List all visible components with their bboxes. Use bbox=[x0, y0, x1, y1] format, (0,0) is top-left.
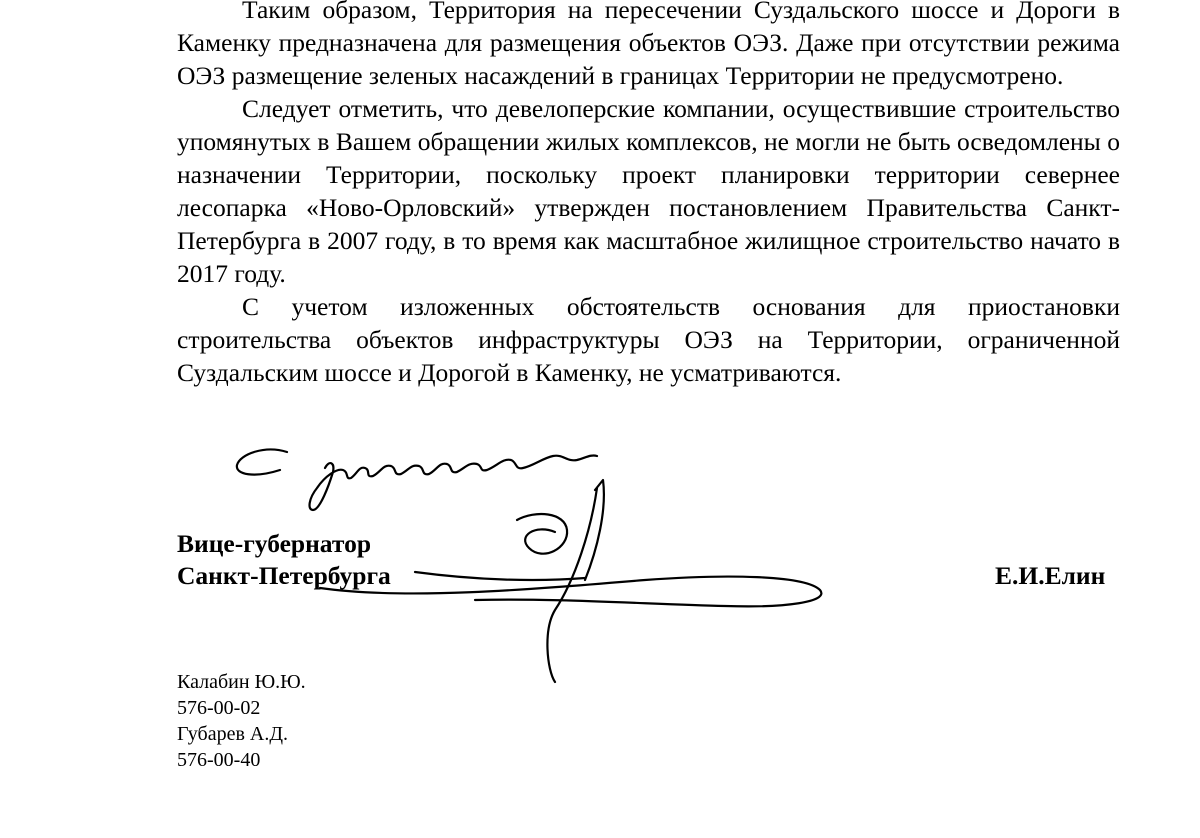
signer-title bbox=[177, 528, 391, 592]
executor-1-phone: 576-00-02 bbox=[177, 697, 261, 719]
paragraph-2: Следует отметить, что девелоперские компании, осуществившие строительство упомянутых в Вашем обращении жилых комплексов, не могли не быть осведомлены о назначении Территории, поскольку проект планировки территории севернее лесопарка «Ново-Орловский» утвержден постановлением Правительства Санкт-Петербурга в 2007 году, в то время как масштабное жилищное строительство начато в 2017 году. bbox=[177, 94, 1120, 288]
paragraph-3: С учетом изложенных обстоятельств основания для приостановки строительства объектов инфраструктуры ОЭЗ на Территории, ограниченной Суздальским шоссе и Дорогой в Каменку, не усматриваются. bbox=[177, 292, 1120, 387]
letter-body bbox=[177, 0, 1120, 389]
signer-name: Е.И.Елин bbox=[995, 561, 1106, 590]
signer-title-line2: Санкт-Петербурга bbox=[177, 561, 391, 590]
executor-1-name: Калабин Ю.Ю. bbox=[177, 671, 306, 693]
executor-2-name: Губарев А.Д. bbox=[177, 723, 288, 745]
executor-2-phone: 576-00-40 bbox=[177, 749, 261, 771]
signer-title-line1: Вице-губернатор bbox=[177, 529, 372, 558]
paragraph-1: Таким образом, Территория на пересечении Суздальского шоссе и Дороги в Каменку предназначена для размещения объектов ОЭЗ. Даже при отсутствии режима ОЭЗ размещение зеленых насаждений в границах Территории не предусмотрено. bbox=[177, 0, 1120, 90]
executors-block bbox=[177, 669, 306, 773]
